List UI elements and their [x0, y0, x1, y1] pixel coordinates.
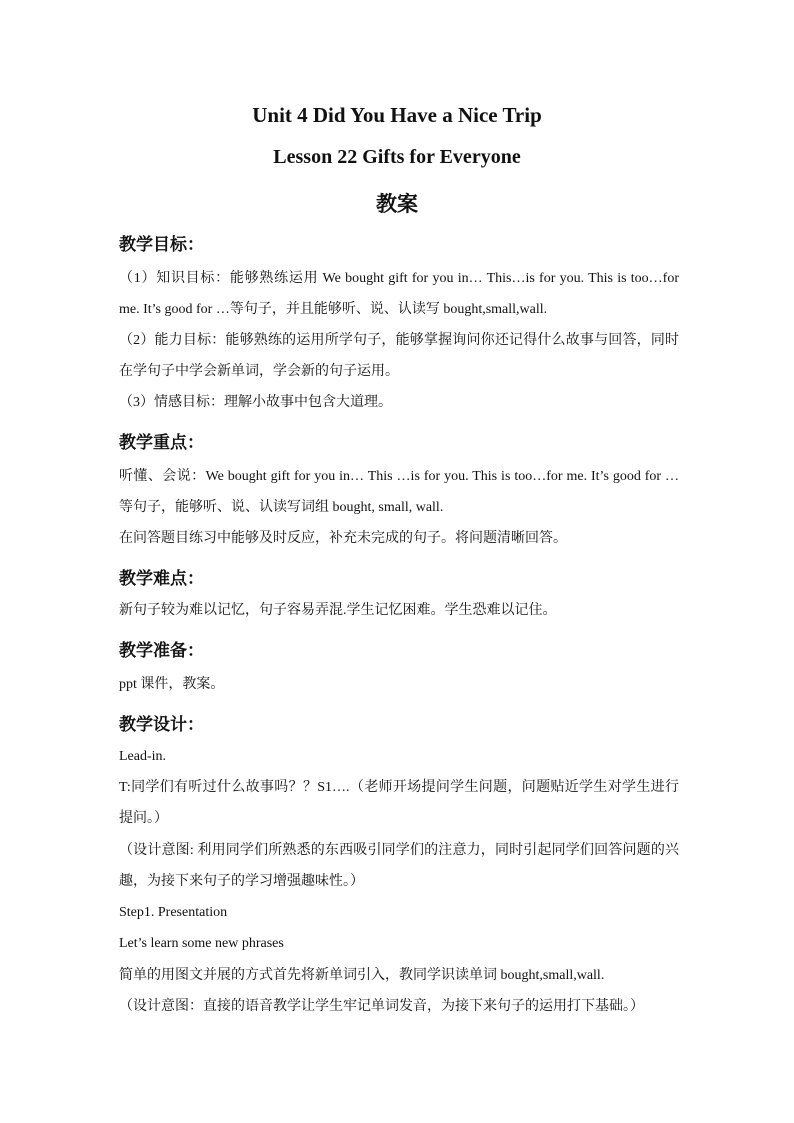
key-point-item: 在问答题目练习中能够及时反应，补充未完成的句子。将问题清晰回答。	[119, 531, 567, 546]
doc-type-title: 教案	[376, 192, 418, 216]
difficulties-text: 新句子较为难以记忆，句子容易弄混.学生记忆困难。学生恐难以记住。	[119, 603, 557, 618]
unit-title: Unit 4 Did You Have a Nice Trip	[252, 103, 542, 127]
objective-item: （3）情感目标：理解小故事中包含大道理。	[119, 395, 392, 410]
objective-item: （1）知识目标：能够熟练运用 We bought gift for you in… This…is for you. This is too…for me. It’s good for …等句子，并且能够听、说、认读写 bought,small,wall.	[119, 271, 679, 317]
key-points-heading: 教学重点：	[119, 433, 204, 452]
design-line: Step1. Presentation	[119, 905, 228, 920]
key-point-item: 听懂、会说：We bought gift for you in… This …is for you. This is too…for me. It’s good for …等句子，能够听、说、认读写词组 bought, small, wall.	[119, 469, 679, 515]
preparation-heading: 教学准备：	[119, 641, 204, 660]
lesson-title: Lesson 22 Gifts for Everyone	[273, 146, 521, 168]
preparation-text: ppt 课件，教案。	[119, 677, 225, 692]
design-line: T:同学们有听过什么故事吗？？S1….（老师开场提问学生问题，问题贴近学生对学生进行提问。）	[119, 780, 679, 826]
design-line: Lead-in.	[119, 749, 167, 764]
design-line: Let’s learn some new phrases	[119, 936, 284, 951]
objectives-heading: 教学目标：	[119, 235, 204, 254]
design-heading: 教学设计：	[119, 715, 204, 734]
objective-item: （2）能力目标：能够熟练的运用所学句子，能够掌握询问你还记得什么故事与回答，同时在学句子中学会新单词，学会新的句子运用。	[119, 333, 679, 379]
design-line: （设计意图: 利用同学们所熟悉的东西吸引同学们的注意力，同时引起同学们回答问题的兴趣，为接下来句子的学习增强趣味性。）	[119, 843, 679, 889]
design-line: （设计意图：直接的语音教学让学生牢记单词发音，为接下来句子的运用打下基础。）	[119, 999, 644, 1014]
design-line: 简单的用图文并展的方式首先将新单词引入，教同学识读单词 bought,small,wall.	[119, 968, 605, 983]
difficulties-heading: 教学难点：	[119, 569, 204, 588]
